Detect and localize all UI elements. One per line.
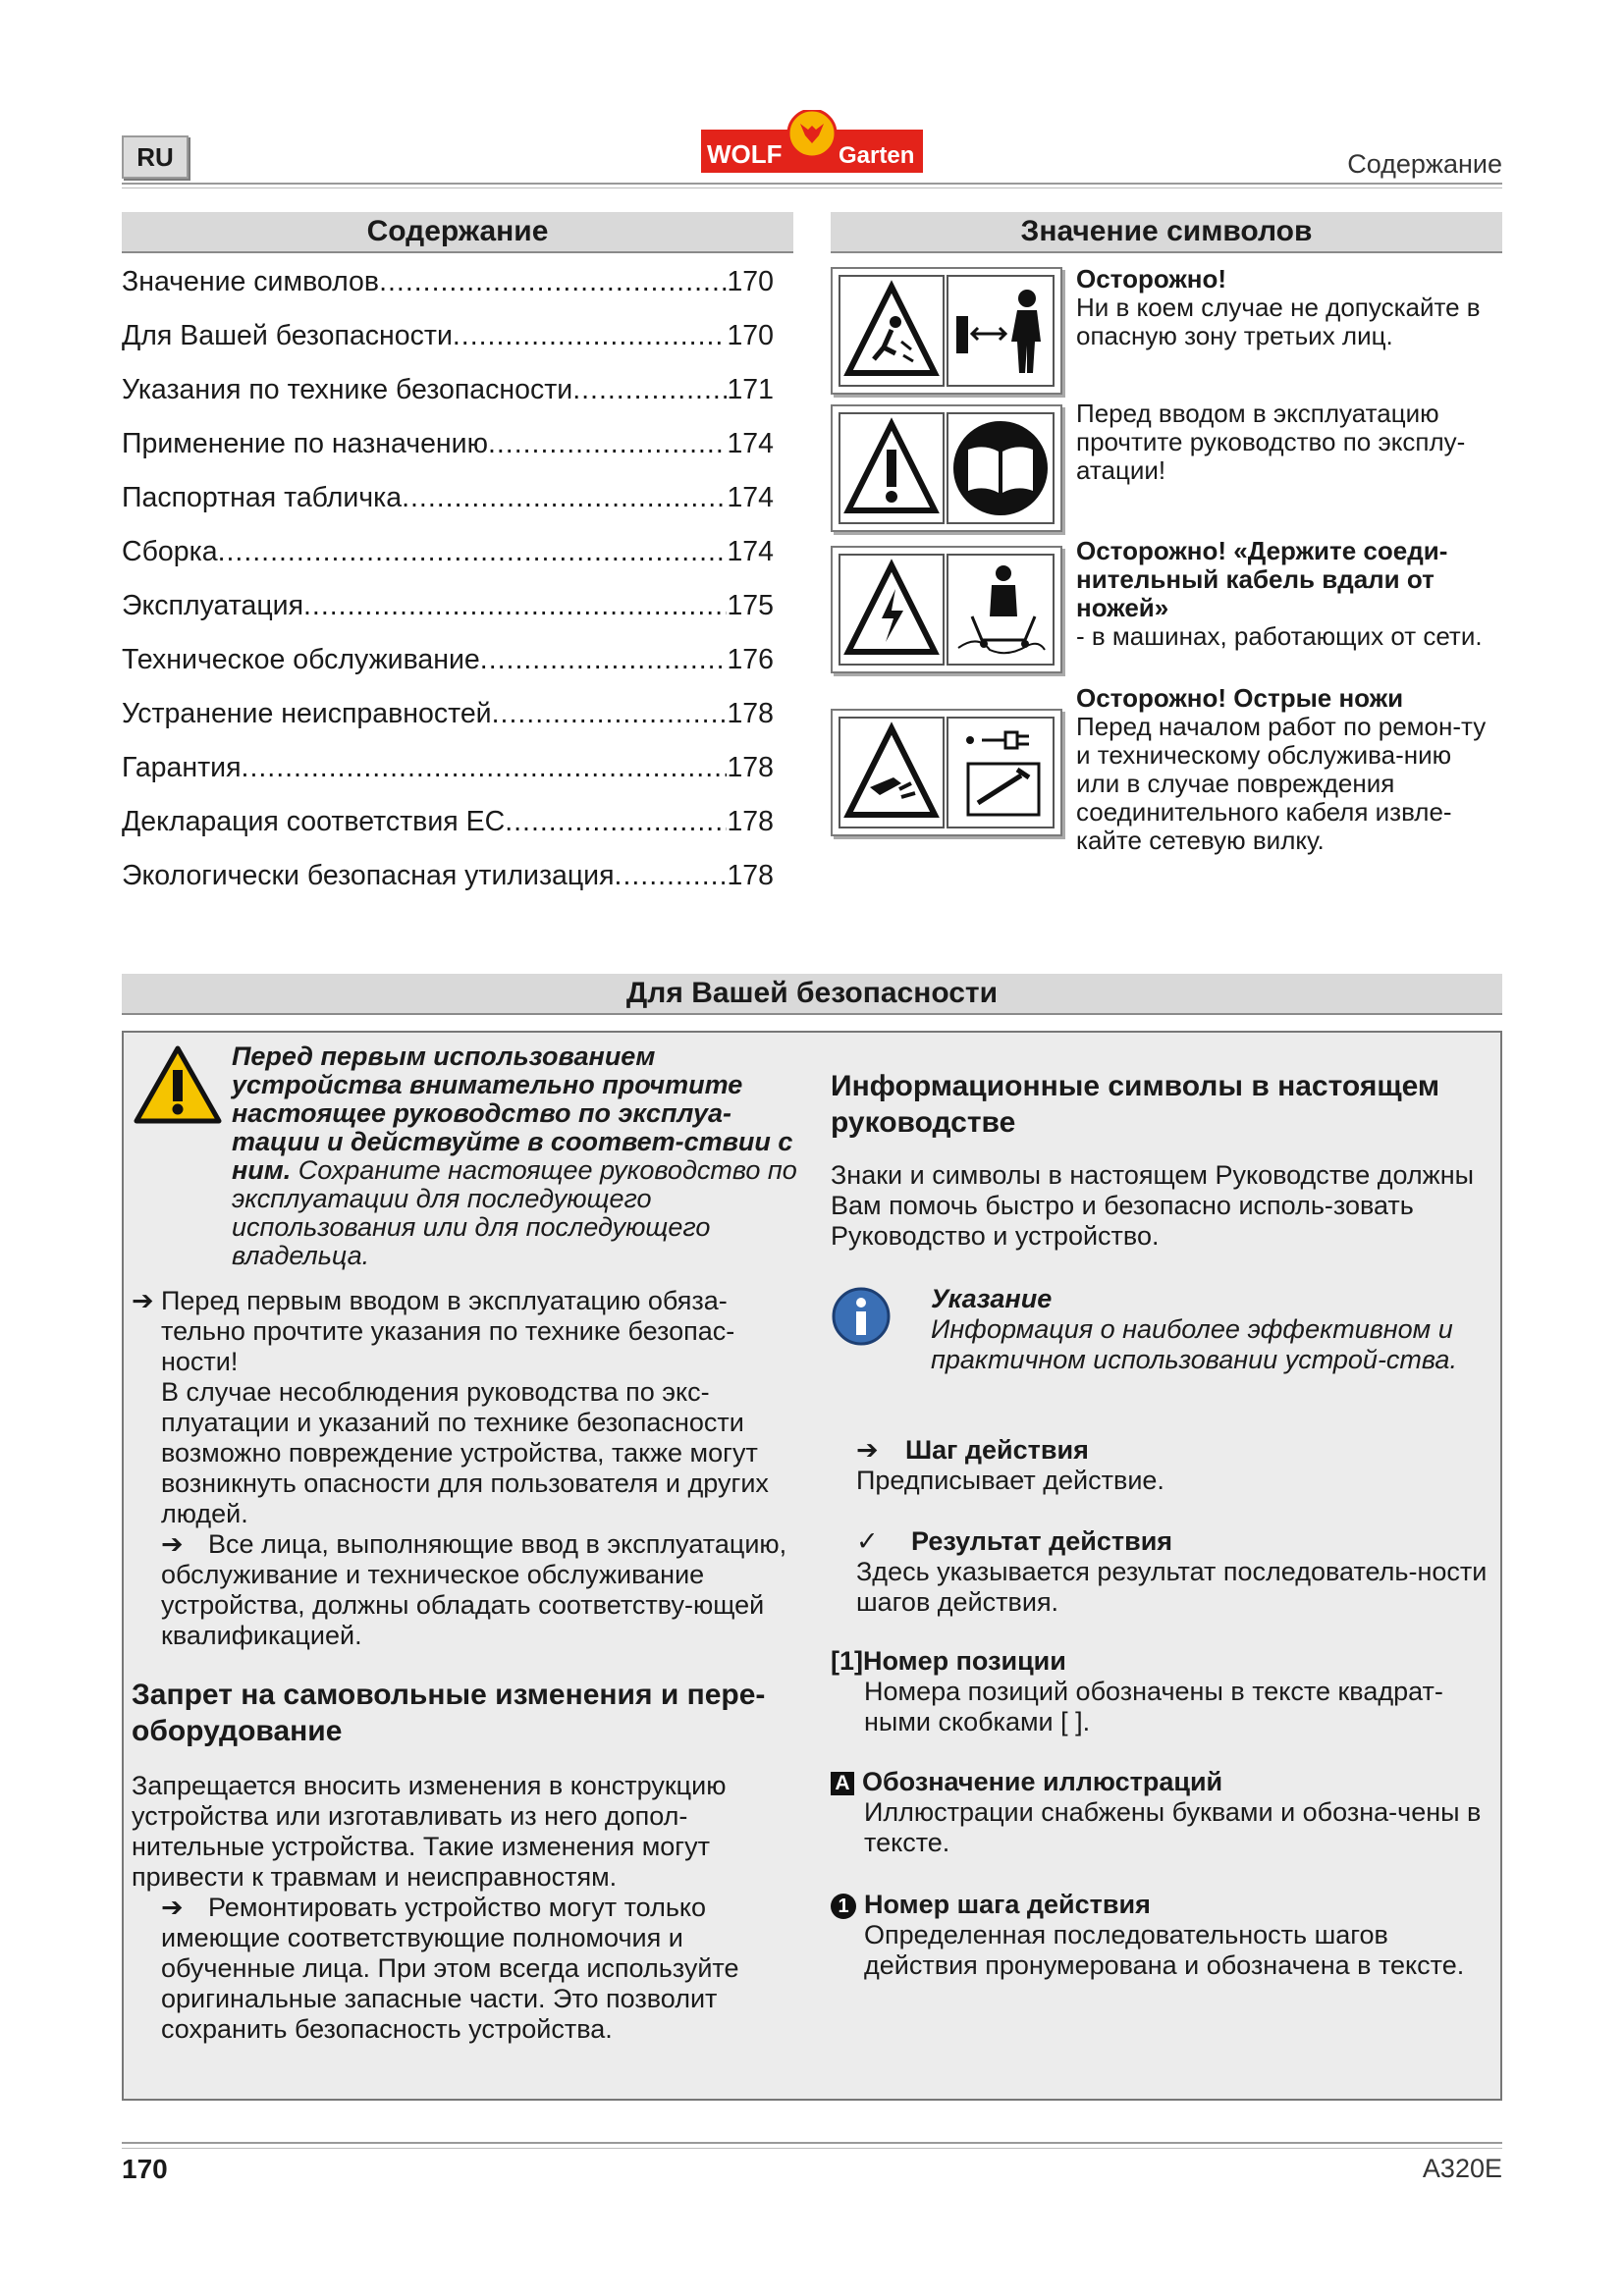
toc-dot-leader xyxy=(242,751,728,805)
safety-warning-text xyxy=(232,1042,801,1270)
step-block xyxy=(856,1435,1494,1496)
toc-entry-page: 174 xyxy=(727,536,774,567)
toc-entry-page: 170 xyxy=(727,320,774,351)
symbol-box-keep-cable-away xyxy=(831,546,1062,673)
toc-entry-label: Значение символов xyxy=(122,266,380,297)
safety-arrow1-text: Перед первым вводом в эксплуатацию обяза-тельно прочтите указания по технике безопас-ности! xyxy=(161,1286,735,1376)
step-number-title: Номер шага действия xyxy=(864,1890,1151,1919)
info-symbols-heading: Информационные символы в настоящем руководстве xyxy=(831,1070,1440,1139)
toc-entry xyxy=(122,319,774,373)
safety-arrow3-text: Ремонтировать устройство могут только имеющие соответствующие полномочия и обученные лица. При этом всегда используйте оригинальные запасные части. Это позволит сохранить безопасность устройства. xyxy=(161,1893,739,2044)
warning-sharp-blades-icon xyxy=(840,719,943,827)
symbol-box-read-manual xyxy=(831,404,1062,532)
toc-entry-page: 171 xyxy=(727,374,774,405)
toc-entry-page: 175 xyxy=(727,590,774,621)
toc-entry xyxy=(122,697,774,751)
toc-entry-label: Паспортная табличка xyxy=(122,482,403,513)
step-title: Шаг действия xyxy=(905,1435,1089,1465)
symbol-text-read-manual: Перед вводом в эксплуатацию прочтите руководство по эксплу-атации! xyxy=(1076,399,1466,485)
toc-dot-leader xyxy=(379,265,727,319)
warning-regular-text: Сохраните настоящее руководство по эксплуатации для последующего использования или для последующего владельца. xyxy=(232,1155,797,1270)
info-icon xyxy=(831,1286,892,1347)
keep-distance-person-icon xyxy=(948,277,1053,385)
note-block xyxy=(931,1284,1490,1375)
position-text: Номера позиций обозначены в тексте квадрат-ными скобками [ ]. xyxy=(864,1677,1443,1736)
toc-dot-leader xyxy=(572,373,727,427)
symbol-desc-keep-away xyxy=(1076,265,1498,350)
warning-electric-shock-icon xyxy=(840,556,943,664)
toc-entry xyxy=(122,265,774,319)
safety-left-column xyxy=(132,1286,809,2045)
toc-entry-label: Для Вашей безопасности xyxy=(122,320,453,351)
result-text: Здесь указывается результат последователь-ности шагов действия. xyxy=(856,1557,1488,1617)
symbol-box-sharp-blades xyxy=(831,709,1062,836)
safety-para1: В случае несоблюдения руководства по экс-плуатации и указаний по технике безопасности возможно повреждение устройства, также могут возникнуть опасности для пользователя и других людей. xyxy=(161,1377,769,1528)
toc-entry xyxy=(122,373,774,427)
toc-dot-leader xyxy=(492,697,728,751)
note-title: Указание xyxy=(931,1284,1053,1313)
footer-rule-thin xyxy=(122,2148,1502,2149)
illustration-block xyxy=(831,1767,1498,1858)
toc-entry-label: Гарантия xyxy=(122,752,242,783)
header-rule-thin xyxy=(122,187,1502,188)
toc-entry-label: Устранение неисправностей xyxy=(122,698,492,729)
safety-heading: Для Вашей безопасности xyxy=(122,974,1502,1015)
toc-heading: Содержание xyxy=(122,212,793,253)
toc-entry xyxy=(122,589,774,643)
symbols-heading: Значение символов xyxy=(831,212,1502,253)
toc-entry xyxy=(122,751,774,805)
toc-entry-label: Сборка xyxy=(122,536,218,567)
running-header-title: Содержание xyxy=(1347,149,1502,179)
checkmark-icon: ✓ xyxy=(856,1526,879,1556)
toc-entry-label: Эксплуатация xyxy=(122,590,303,621)
toc-entry-page: 178 xyxy=(727,860,774,891)
symbol-box-keep-away xyxy=(831,267,1062,395)
info-intro: Знаки и символы в настоящем Руководстве должны Вам помочь быстро и безопасно исполь-зовать Руководство и устройство. xyxy=(831,1160,1475,1251)
toc-dot-leader xyxy=(303,589,727,643)
arrow-right-icon: ➔ xyxy=(856,1435,879,1465)
logo-text-wolf: WOLF xyxy=(707,139,783,169)
step-number-block xyxy=(831,1890,1498,1981)
language-badge: RU xyxy=(122,135,189,179)
model-number: A320E xyxy=(1422,2154,1502,2183)
symbol-title-caution: Осторожно! xyxy=(1076,264,1227,294)
warning-exclamation-icon xyxy=(840,414,943,522)
arrow-right-icon: ➔ xyxy=(132,1286,154,1315)
note-text: Информация о наиболее эффективном и практичном использовании устрой-ства. xyxy=(931,1314,1457,1374)
illustration-text: Иллюстрации снабжены буквами и обозна-чены в тексте. xyxy=(864,1797,1482,1857)
safety-step-2 xyxy=(132,1529,809,1651)
wolf-garten-logo xyxy=(701,110,923,177)
footer-rule xyxy=(122,2142,1502,2144)
safety-step-3 xyxy=(132,1893,809,2045)
logo-text-garten: Garten xyxy=(839,142,915,169)
header-rule xyxy=(122,183,1502,185)
toc-entry-label: Применение по назначению xyxy=(122,428,488,459)
table-of-contents xyxy=(122,265,774,913)
toc-entry-label: Указания по технике безопасности xyxy=(122,374,573,405)
toc-entry xyxy=(122,859,774,913)
symbol-desc-blades xyxy=(1076,684,1498,855)
step-number-text: Определенная последовательность шагов действия пронумерована и обозначена в тексте. xyxy=(864,1920,1465,1980)
illustration-title: Обозначение иллюстраций xyxy=(862,1767,1223,1796)
symbol-title-blades: Осторожно! Острые ножи xyxy=(1076,683,1404,713)
toc-dot-leader xyxy=(402,481,727,535)
toc-entry xyxy=(122,427,774,481)
position-title: Номер позиции xyxy=(863,1646,1066,1676)
page-number: 170 xyxy=(122,2154,168,2184)
arrow-right-icon: ➔ xyxy=(161,1893,184,1922)
mower-cable-operator-icon xyxy=(948,556,1053,664)
toc-dot-leader xyxy=(488,427,727,481)
position-block xyxy=(831,1646,1498,1737)
symbol-text-cable: - в машинах, работающих от сети. xyxy=(1076,621,1483,651)
symbol-text-blades: Перед началом работ по ремон-ту и техническому обслужива-нию или в случае повреждения соединительного кабеля извле-кайте сетевую вилку. xyxy=(1076,712,1487,855)
warning-bold-text: Перед первым использованием устройства внимательно прочтите настоящее руководство по эксплуа-тации и действуйте в соответ-ствии с ним. xyxy=(232,1041,793,1185)
toc-entry-page: 176 xyxy=(727,644,774,675)
toc-entry-label: Техническое обслуживание xyxy=(122,644,480,675)
toc-entry-page: 178 xyxy=(727,698,774,729)
toc-entry xyxy=(122,643,774,697)
symbol-desc-cable xyxy=(1076,537,1498,651)
toc-entry xyxy=(122,481,774,535)
modification-heading: Запрет на самовольные изменения и пере-оборудование xyxy=(132,1679,766,1747)
toc-entry-label: Декларация соответствия ЕС xyxy=(122,806,506,837)
toc-dot-leader xyxy=(218,535,728,589)
read-manual-book-icon xyxy=(948,414,1053,522)
step-text: Предписывает действие. xyxy=(856,1466,1164,1495)
result-block xyxy=(856,1526,1494,1618)
toc-dot-leader xyxy=(480,643,728,697)
toc-dot-leader xyxy=(453,319,728,373)
toc-entry-page: 174 xyxy=(727,482,774,513)
illustration-badge: A xyxy=(831,1772,854,1795)
safety-arrow2-text: Все лица, выполняющие ввод в эксплуатацию, обслуживание и техническое обслуживание устройства, должны обладать соответству-ющей квалификацией. xyxy=(161,1529,787,1650)
symbol-text-keep-away: Ни в коем случае не допускайте в опасную зону третьих лиц. xyxy=(1076,293,1481,350)
toc-entry-page: 178 xyxy=(727,752,774,783)
safety-step-1 xyxy=(132,1286,809,1377)
toc-entry-page: 170 xyxy=(727,266,774,297)
toc-entry xyxy=(122,535,774,589)
result-title: Результат действия xyxy=(911,1526,1173,1556)
symbol-title-cable: Осторожно! «Держите соеди-нительный кабель вдали от ножей» xyxy=(1076,536,1448,622)
toc-entry-page: 178 xyxy=(727,806,774,837)
toc-entry xyxy=(122,805,774,859)
warning-triangle-thrown-objects-icon xyxy=(840,277,943,385)
toc-entry-label: Экологически безопасная утилизация xyxy=(122,860,615,891)
toc-entry-page: 174 xyxy=(727,428,774,459)
arrow-right-icon: ➔ xyxy=(161,1529,184,1559)
position-marker: [1] xyxy=(831,1646,863,1676)
step-number-badge: 1 xyxy=(831,1894,856,1919)
unplug-before-maintenance-icon xyxy=(948,719,1053,827)
toc-dot-leader xyxy=(505,805,727,859)
modification-text: Запрещается вносить изменения в конструкцию устройства или изготавливать из него допол-нительные устройства. Такие изменения могут привести к травмам и неисправностям. xyxy=(132,1771,727,1892)
warning-triangle-icon xyxy=(132,1042,224,1127)
toc-dot-leader xyxy=(615,859,728,913)
